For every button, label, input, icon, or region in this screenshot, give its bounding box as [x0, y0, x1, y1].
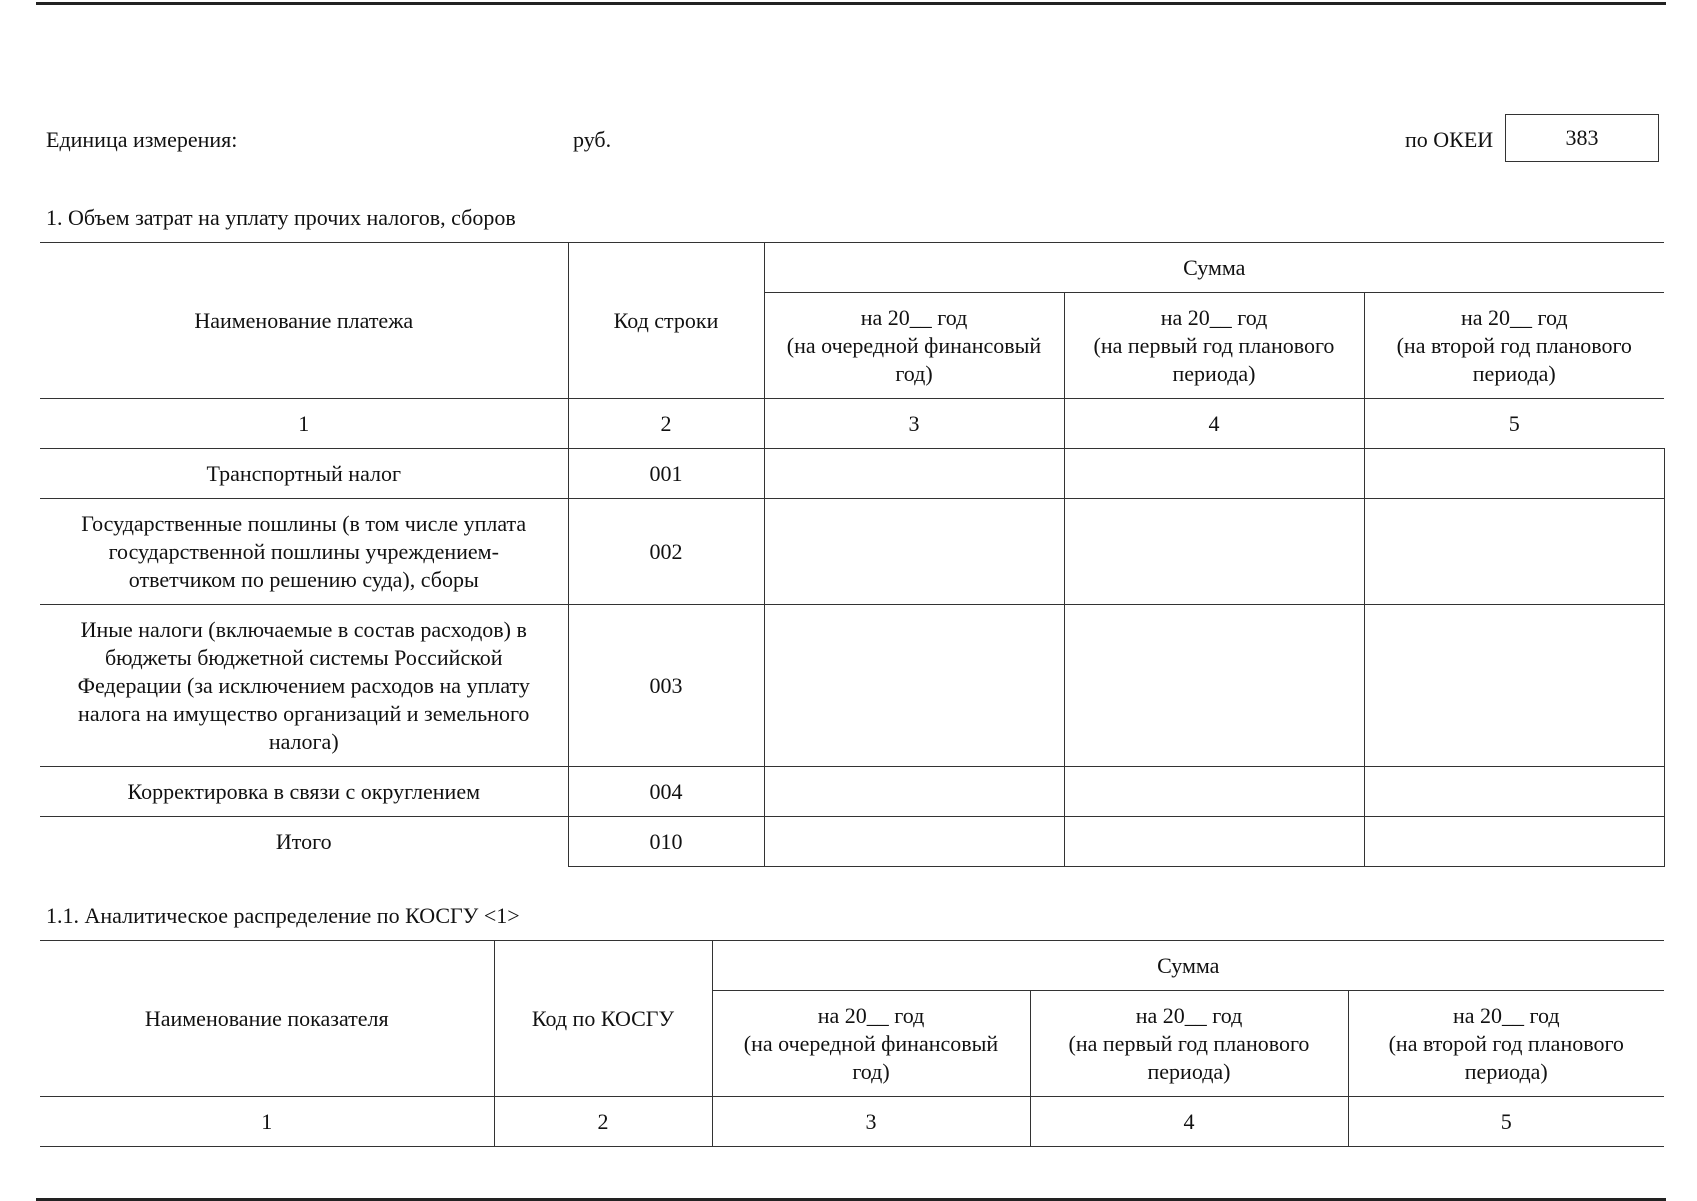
total-row — [40, 817, 1664, 867]
table-row — [40, 449, 1664, 499]
total-cell-year3[interactable] — [1364, 817, 1664, 867]
sum-cell-year3[interactable] — [1364, 605, 1664, 767]
year-col-header-2: на 20__ год (на первый год планового периода) — [1030, 991, 1348, 1097]
col-number: 2 — [568, 399, 764, 449]
col-number: 1 — [40, 399, 568, 449]
sum-cell-year3[interactable] — [1364, 767, 1664, 817]
okei-code-box — [1505, 114, 1659, 162]
col-code-header: Код строки — [568, 243, 764, 399]
col-number: 1 — [40, 1097, 494, 1147]
col-number: 4 — [1030, 1097, 1348, 1147]
sum-cell-year1[interactable] — [764, 449, 1064, 499]
tax-costs-table — [40, 242, 1665, 867]
col-number: 4 — [1064, 399, 1364, 449]
okei-code: 383 — [1565, 125, 1599, 150]
col-number: 2 — [494, 1097, 712, 1147]
total-label: Итого — [40, 817, 568, 867]
sum-cell-year1[interactable] — [764, 767, 1064, 817]
col-code-header: Код по КОСГУ — [494, 941, 712, 1097]
year-col-header-1: на 20__ год (на очередной финансовый год) — [764, 293, 1064, 399]
section2-title: 1.1. Аналитическое распределение по КОСГУ <1> — [46, 903, 520, 928]
year-col-header-3: на 20__ год (на второй год планового периода) — [1348, 991, 1664, 1097]
units-label: Единица измерения: — [46, 127, 238, 152]
sum-cell-year1[interactable] — [764, 499, 1064, 605]
col-number: 5 — [1348, 1097, 1664, 1147]
section1-title: 1. Объем затрат на уплату прочих налогов, сборов — [46, 205, 516, 230]
column-numbers-row — [40, 399, 1664, 449]
sum-cell-year2[interactable] — [1064, 767, 1364, 817]
sum-cell-year1[interactable] — [764, 605, 1064, 767]
row-code: 002 — [568, 499, 764, 605]
row-code: 003 — [568, 605, 764, 767]
table-row — [40, 767, 1664, 817]
col-number: 3 — [764, 399, 1064, 449]
total-cell-year2[interactable] — [1064, 817, 1364, 867]
total-code: 010 — [568, 817, 764, 867]
sum-header: Сумма — [712, 941, 1664, 991]
row-code: 004 — [568, 767, 764, 817]
col-number: 3 — [712, 1097, 1030, 1147]
column-numbers-row — [40, 1097, 1664, 1147]
col-number: 5 — [1364, 399, 1664, 449]
sum-cell-year3[interactable] — [1364, 499, 1664, 605]
col-name-header: Наименование платежа — [40, 243, 568, 399]
kosgu-distribution-table — [40, 940, 1664, 1147]
row-code: 001 — [568, 449, 764, 499]
year-col-header-2: на 20__ год (на первый год планового периода) — [1064, 293, 1364, 399]
row-name: Государственные пошлины (в том числе уплата государственной пошлины учреждением- ответчиком по решению суда), сборы — [40, 499, 568, 605]
table-row — [40, 605, 1664, 767]
row-name: Иные налоги (включаемые в состав расходов) в бюджеты бюджетной системы Российской Федерации (за исключением расходов на уплату налога на имущество организаций и земельного налога) — [40, 605, 568, 767]
okei-label: по ОКЕИ — [1405, 127, 1494, 152]
year-col-header-3: на 20__ год (на второй год планового периода) — [1364, 293, 1664, 399]
table-header-row — [40, 243, 1664, 293]
top-rule — [36, 2, 1666, 5]
row-name: Корректировка в связи с округлением — [40, 767, 568, 817]
sum-header: Сумма — [764, 243, 1664, 293]
sum-cell-year2[interactable] — [1064, 605, 1364, 767]
year-col-header-1: на 20__ год (на очередной финансовый год) — [712, 991, 1030, 1097]
table-header-row — [40, 941, 1664, 991]
table-row — [40, 499, 1664, 605]
sum-cell-year2[interactable] — [1064, 499, 1364, 605]
col-name-header: Наименование показателя — [40, 941, 494, 1097]
sum-cell-year3[interactable] — [1364, 449, 1664, 499]
sum-cell-year2[interactable] — [1064, 449, 1364, 499]
total-cell-year1[interactable] — [764, 817, 1064, 867]
row-name: Транспортный налог — [40, 449, 568, 499]
units-value: руб. — [573, 127, 612, 152]
